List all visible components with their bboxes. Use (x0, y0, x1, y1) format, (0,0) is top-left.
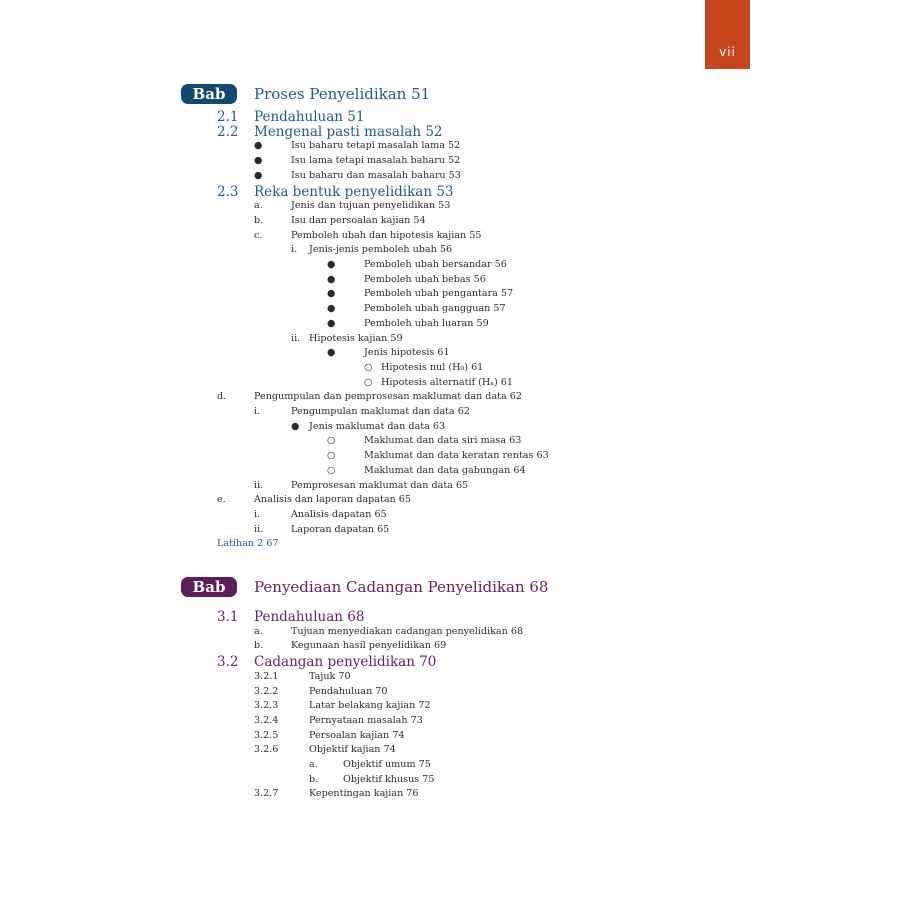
entry-marker: c. (254, 229, 263, 241)
toc-entry[interactable]: Pengumpulan maklumat dan data 62 (291, 406, 471, 417)
exercise-link[interactable]: Latihan 2 67 (217, 538, 279, 550)
chapter-title[interactable]: Penyediaan Cadangan Penyelidikan 68 (254, 578, 549, 596)
toc-entry[interactable]: Pernyataan masalah 73 (309, 714, 423, 726)
entry-marker: ● (254, 140, 263, 152)
section-heading[interactable]: Mengenal pasti masalah 52 (254, 123, 443, 140)
toc-entry[interactable]: Objektif umum 75 (343, 759, 431, 770)
section-heading[interactable]: Reka bentuk penyelidikan 53 (254, 183, 454, 200)
toc-entry[interactable]: Analisis dapatan 65 (291, 508, 387, 520)
toc-entry[interactable]: Persoalan kajian 74 (309, 729, 405, 741)
section-number: 2.1 (217, 109, 239, 125)
entry-marker: ● (254, 169, 263, 181)
toc-entry[interactable]: Tujuan menyediakan cadangan penyelidikan 68 (291, 625, 524, 637)
toc-entry[interactable]: Isu dan persoalan kajian 54 (291, 214, 426, 226)
toc-entry[interactable]: Jenis dan tujuan penyelidikan 53 (291, 200, 451, 212)
toc-entry[interactable]: Isu lama tetapi masalah baharu 52 (291, 155, 461, 167)
entry-marker: ● (327, 259, 336, 270)
toc-entry[interactable]: Kepentingan kajian 76 (309, 788, 419, 800)
toc-entry[interactable]: Hipotesis nul (H₀) 61 (381, 361, 484, 373)
chapter-title[interactable]: Proses Penyelidikan 51 (254, 85, 431, 103)
entry-marker: b. (254, 214, 264, 226)
toc-entry[interactable]: Isu baharu dan masalah baharu 53 (291, 169, 461, 181)
entry-marker: 3.2.1 (254, 670, 279, 682)
toc-entry[interactable]: Latar belakang kajian 72 (309, 700, 431, 712)
toc-entry[interactable]: Pendahuluan 70 (309, 685, 388, 697)
toc-entry[interactable]: Pemboleh ubah pengantara 57 (364, 288, 514, 300)
toc-entry[interactable]: Tajuk 70 (309, 670, 351, 682)
entry-marker: ● (327, 303, 336, 315)
entry-marker: 3.2.7 (254, 788, 279, 800)
toc-entry[interactable]: Pemboleh ubah luaran 59 (364, 317, 489, 329)
entry-marker: ii. (291, 332, 301, 344)
entry-marker: b. (254, 640, 264, 652)
section-number: 3.1 (217, 609, 239, 625)
toc-entry[interactable]: Pengumpulan dan pemprosesan maklumat dan data 62 (254, 391, 522, 403)
section-heading[interactable]: Pendahuluan 51 (254, 109, 365, 125)
entry-marker: ii. (254, 479, 264, 491)
entry-marker: i. (254, 406, 261, 417)
entry-marker: i. (291, 244, 298, 256)
toc-entry[interactable]: Pemboleh ubah bersandar 56 (364, 259, 507, 270)
page-number-tab (705, 0, 750, 69)
entry-marker: ○ (327, 464, 336, 476)
entry-marker: ● (291, 420, 300, 432)
toc-entry[interactable]: Objektif khusus 75 (343, 773, 435, 785)
entry-marker: 3.2.5 (254, 729, 279, 741)
section-heading[interactable]: Cadangan penyelidikan 70 (254, 654, 437, 671)
entry-marker: e. (217, 494, 226, 506)
section-number: 2.3 (217, 183, 239, 200)
toc-entry[interactable]: Kegunaan hasil penyelidikan 69 (291, 640, 447, 652)
section-number: 3.2 (217, 654, 239, 671)
toc-entry[interactable]: Pemprosesan maklumat dan data 65 (291, 479, 469, 491)
entry-marker: 3.2.6 (254, 744, 279, 756)
toc-entry[interactable]: Maklumat dan data gabungan 64 (364, 464, 526, 476)
toc-entry[interactable]: Pemboleh ubah dan hipotesis kajian 55 (291, 229, 482, 241)
entry-marker: ○ (364, 376, 373, 388)
entry-marker: a. (254, 200, 263, 212)
entry-marker: d. (217, 391, 227, 403)
entry-marker: b. (309, 773, 319, 785)
section-number: 2.2 (217, 123, 239, 140)
toc-entry[interactable]: Hipotesis kajian 59 (309, 332, 403, 344)
entry-marker: 3.2.3 (254, 700, 279, 712)
toc-entry[interactable]: Pemboleh ubah bebas 56 (364, 273, 486, 285)
entry-marker: 3.2.2 (254, 685, 279, 697)
toc-entry[interactable]: Jenis-jenis pemboleh ubah 56 (309, 244, 453, 256)
entry-marker: ● (327, 347, 336, 359)
entry-marker: ● (327, 317, 336, 329)
chapter-badge: Bab 3 (181, 577, 237, 597)
entry-marker: a. (309, 759, 318, 770)
toc-entry[interactable]: Analisis dan laporan dapatan 65 (254, 494, 411, 506)
toc-entry[interactable]: Jenis maklumat dan data 63 (309, 420, 446, 432)
toc-entry[interactable]: Maklumat dan data keratan rentas 63 (364, 450, 549, 462)
toc-entry[interactable]: Objektif kajian 74 (309, 744, 396, 756)
page-number: vii (719, 45, 736, 59)
toc-entry[interactable]: Laporan dapatan 65 (291, 523, 390, 535)
entry-marker: ● (327, 288, 336, 300)
entry-marker: ○ (327, 435, 336, 447)
entry-marker: i. (254, 508, 261, 520)
chapter-badge: Bab 2 (181, 84, 237, 104)
entry-marker: ○ (364, 361, 373, 373)
entry-marker: ii. (254, 523, 264, 535)
toc-entry[interactable]: Pemboleh ubah gangguan 57 (364, 303, 506, 315)
toc-entry[interactable]: Jenis hipotesis 61 (364, 347, 450, 359)
toc-entry[interactable]: Maklumat dan data siri masa 63 (364, 435, 522, 447)
entry-marker: a. (254, 625, 263, 637)
section-heading[interactable]: Pendahuluan 68 (254, 609, 365, 625)
entry-marker: ○ (327, 450, 336, 462)
toc-entry[interactable]: Isu baharu tetapi masalah lama 52 (291, 140, 461, 152)
entry-marker: ● (327, 273, 336, 285)
entry-marker: 3.2.4 (254, 714, 279, 726)
entry-marker: ● (254, 155, 263, 167)
toc-entry[interactable]: Hipotesis alternatif (Hₐ) 61 (381, 376, 513, 388)
